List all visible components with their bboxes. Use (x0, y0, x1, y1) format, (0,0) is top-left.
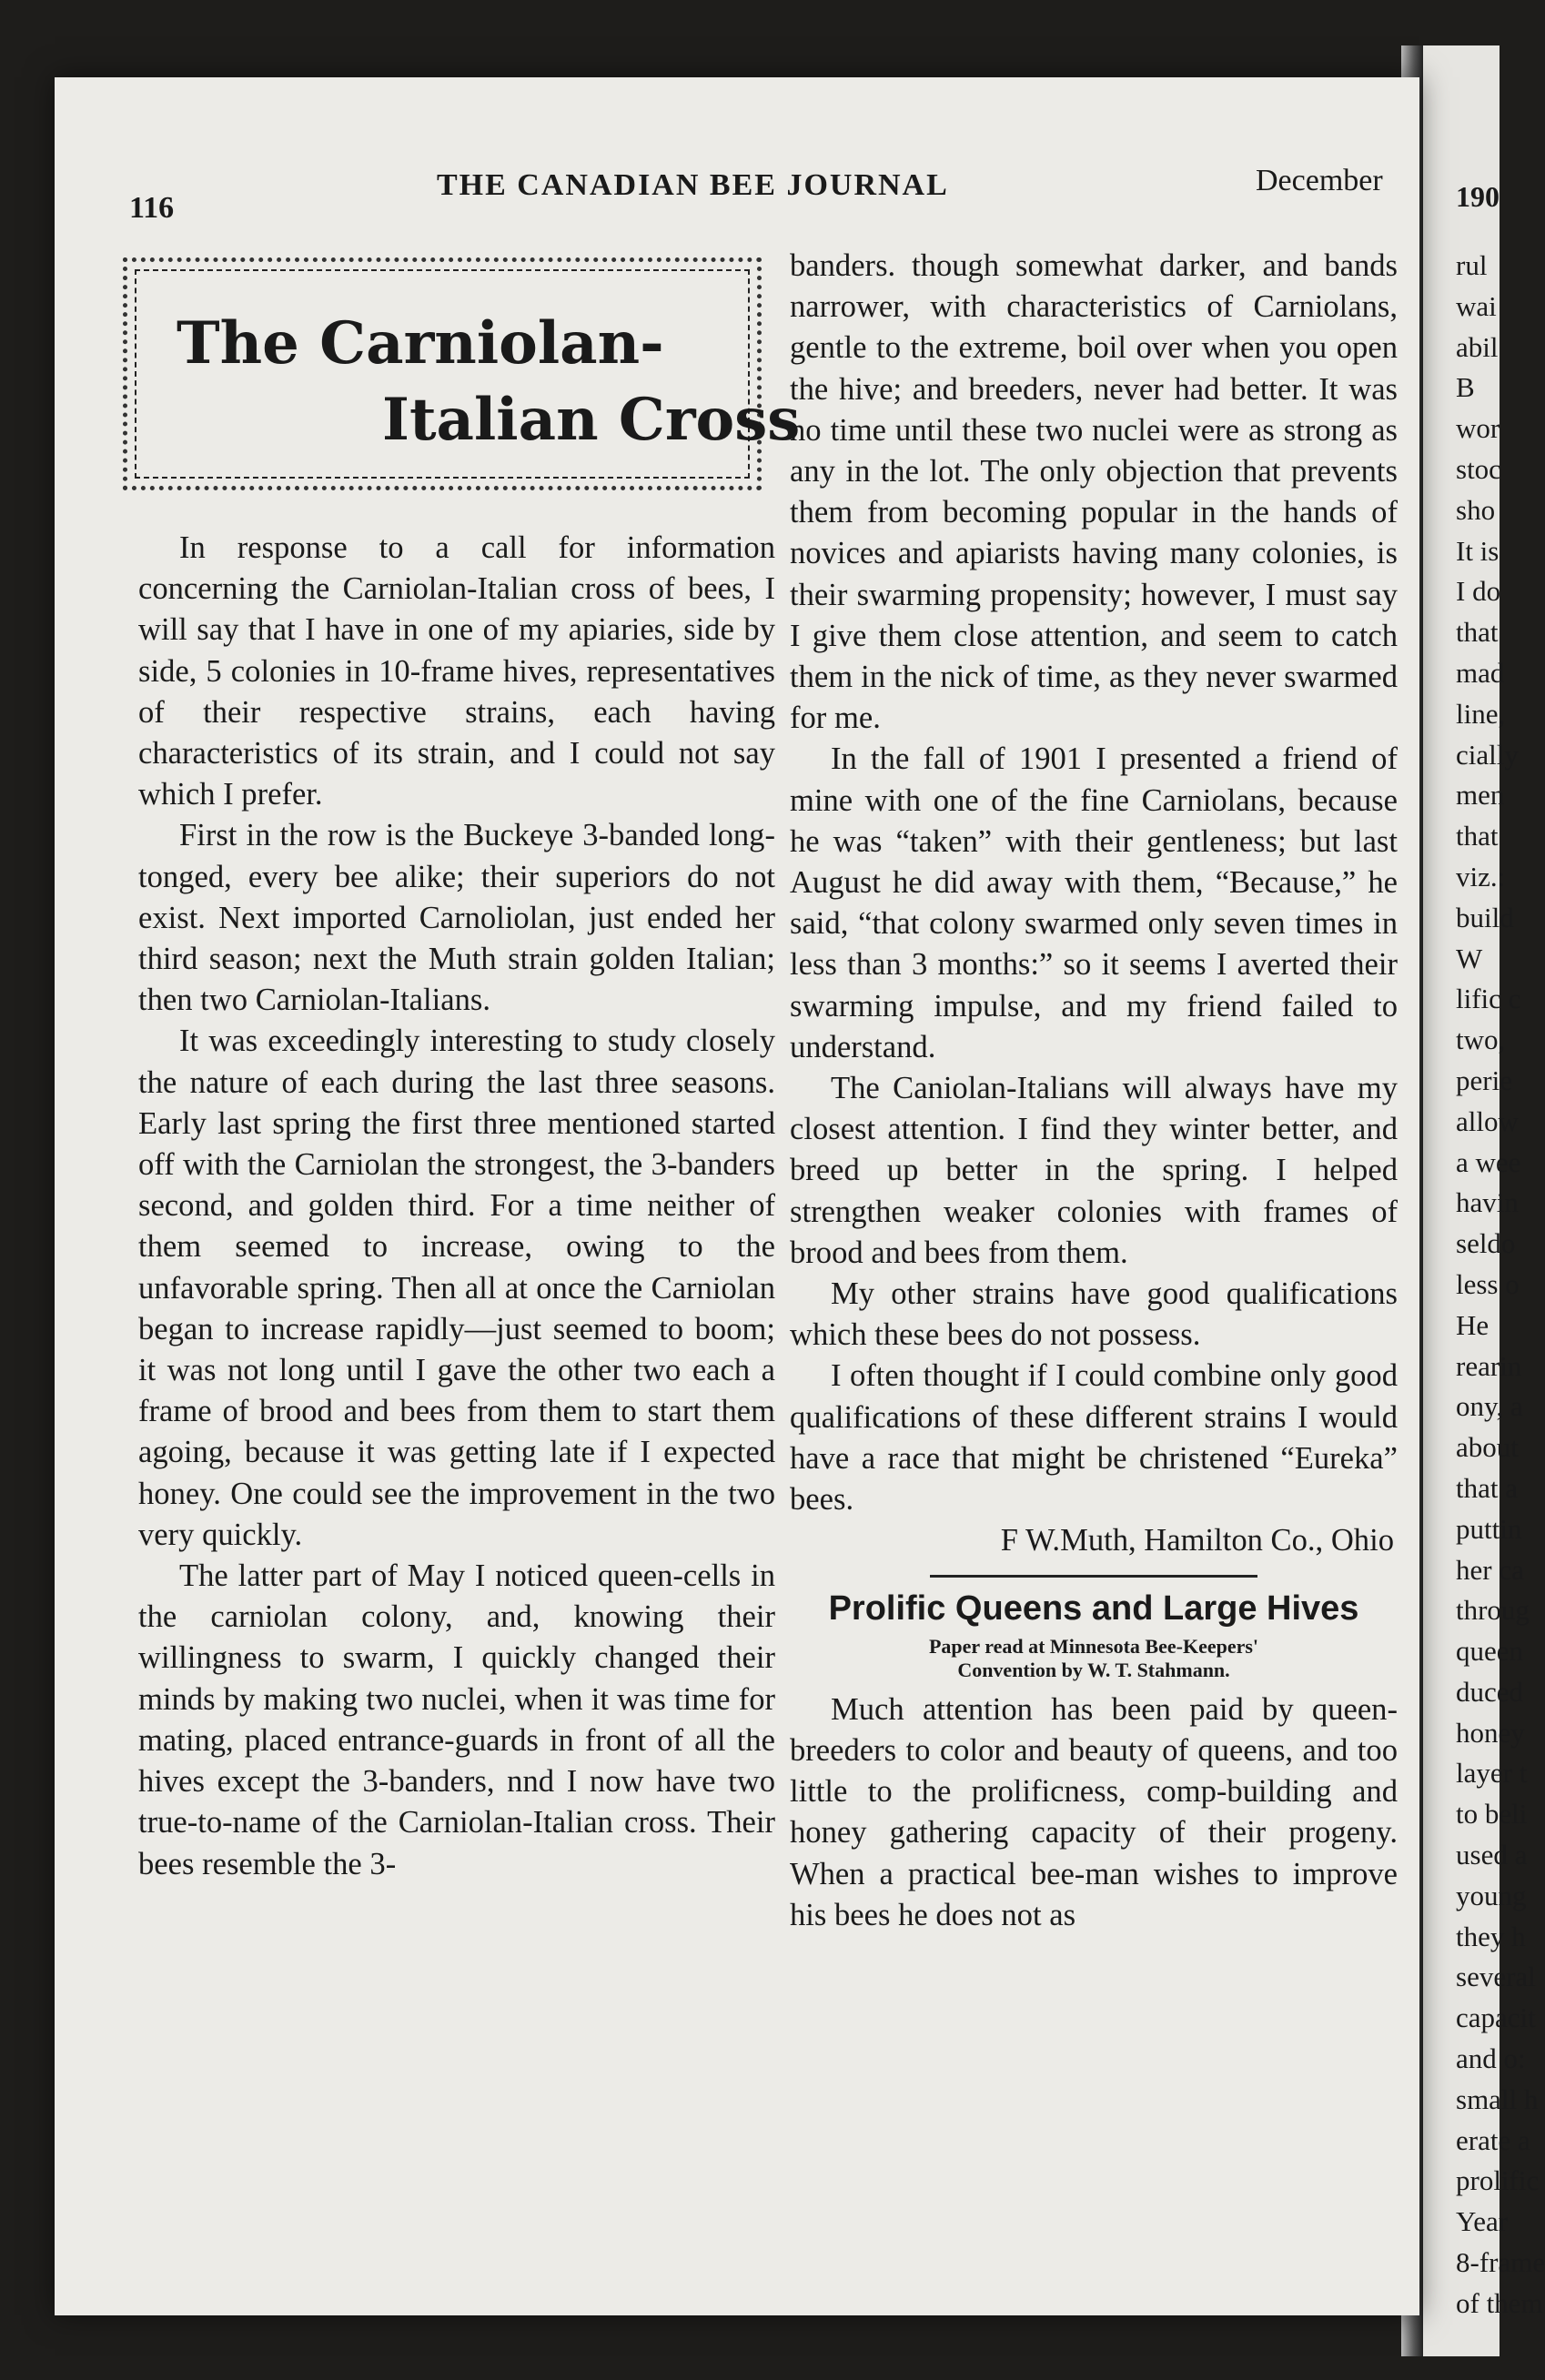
article2-title: Prolific Queens and Large Hives (828, 1588, 1359, 1628)
article2-subtitle (790, 1635, 1398, 1682)
paragraph: Much attention has been paid by queen-breeders to color and beauty of queens, and too little to the prolificness, comp-building and honey gathering capacity of their progeny. When a practical bee-man wishes to improve his bees he does not as (790, 1691, 1398, 1932)
left-column (138, 528, 775, 1885)
paragraph: My other strains have good qualifications which these bees do not possess. (790, 1276, 1398, 1353)
paragraph: It was exceedingly interesting to study closely the nature of each during the last three seasons. Early last spring the first three mentioned started off with the Carniolan the strongest, the 3-banders second, and golden third. For a time neither of them seemed to increase, owing to the unfavorable spring. Then all at once the Carniolan began to increase rapidly—just seemed to boom; it was not long until I gave the other two each a frame of brood and bees from them to start them agoing, because it was getting late if I expected honey. One could see the improvement in the two very quickly. (138, 1024, 775, 1552)
paragraph: I often thought if I could combine only good qualifications of these different strains I would have a race that might be christened “Eureka” bees. (790, 1358, 1398, 1518)
article-title-line2: Italian Cross (382, 386, 801, 454)
section-divider (930, 1575, 1257, 1578)
article2-subtitle-line2: Convention by W. T. Stahmann. (957, 1658, 1230, 1681)
paragraph: In response to a call for information concerning the Carniolan-Italian cross of bees, I will say that I have in one of my apiaries, side by side, 5 colonies in 10-frame hives, representatives of their respective strains, each having characteristics of its strain, and I could not say which I prefer. (138, 530, 775, 812)
issue-month: December (1256, 164, 1383, 197)
author-signature: F W.Muth, Hamilton Co., Ohio (1000, 1523, 1394, 1558)
paragraph: banders. though somewhat darker, and bands narrower, with characteristics of Carniolans, gentle to the extreme, boil over when you open the hive; and breeders, never had better. It was no time until these two nuclei were as strong as any in the lot. The only objection that prevents them from becoming popular in the hands of novices and apiarists having many colonies, is their swarming propensity; however, I must say I give them close attention, and seem to catch them in the nick of time, as they never swarmed for me. (790, 248, 1398, 736)
page-number: 116 (129, 191, 175, 225)
facing-page-header: 190 (1456, 180, 1500, 213)
journal-title: THE CANADIAN BEE JOURNAL (437, 168, 949, 202)
running-header (64, 109, 1392, 225)
paragraph: The latter part of May I noticed queen-cells in the carniolan colony, and, knowing their willingness to swarm, I quickly changed their minds by making two nuclei, when it was time for mating, placed entrance-guards in front of all the hives except the 3-banders, nnd I now have two true-to-name of the Carniolan-Italian cross. Their bees resemble the 3- (138, 1558, 775, 1881)
facing-page-text: rul wai abil B wor stoc sho It is I do that mad line, cially men that viz.: build W lific c two, perie allow a wee havin seldo less o He rearin ony, a about that a puttin her ca throug queen duced honey layer t to beli used a young they h several capacit and o: small h erate a prolific Year 8-frame of them (1456, 249, 1545, 2319)
paragraph: First in the row is the Buckeye 3-banded long-tonged, every bee alike; their superiors do not exist. Next imported Carnoliolan, just ended her third season; next the Muth strain golden Italian; then two Carniolan-Italians. (138, 818, 775, 1018)
article2-subtitle-line1: Paper read at Minnesota Bee-Keepers' (928, 1634, 1259, 1658)
paragraph: The Caniolan-Italians will always have my closest attention. I find they winter better, and breed up better in the spring. I helped strengthen weaker colonies with frames of brood and bees from them. (790, 1071, 1398, 1270)
article-title-box (135, 269, 801, 479)
paragraph: In the fall of 1901 I presented a friend of mine with one of the fine Carniolans, because he was “taken” with their gentleness; but last August he did away with them, “Because,” he said, “that colony swarmed only seven times in less than 3 months:” so it seems I averted their swarming impulse, and my friend failed to understand. (790, 741, 1398, 1064)
article-title-line1: The Carniolan- (177, 309, 664, 378)
right-column (790, 246, 1398, 1936)
